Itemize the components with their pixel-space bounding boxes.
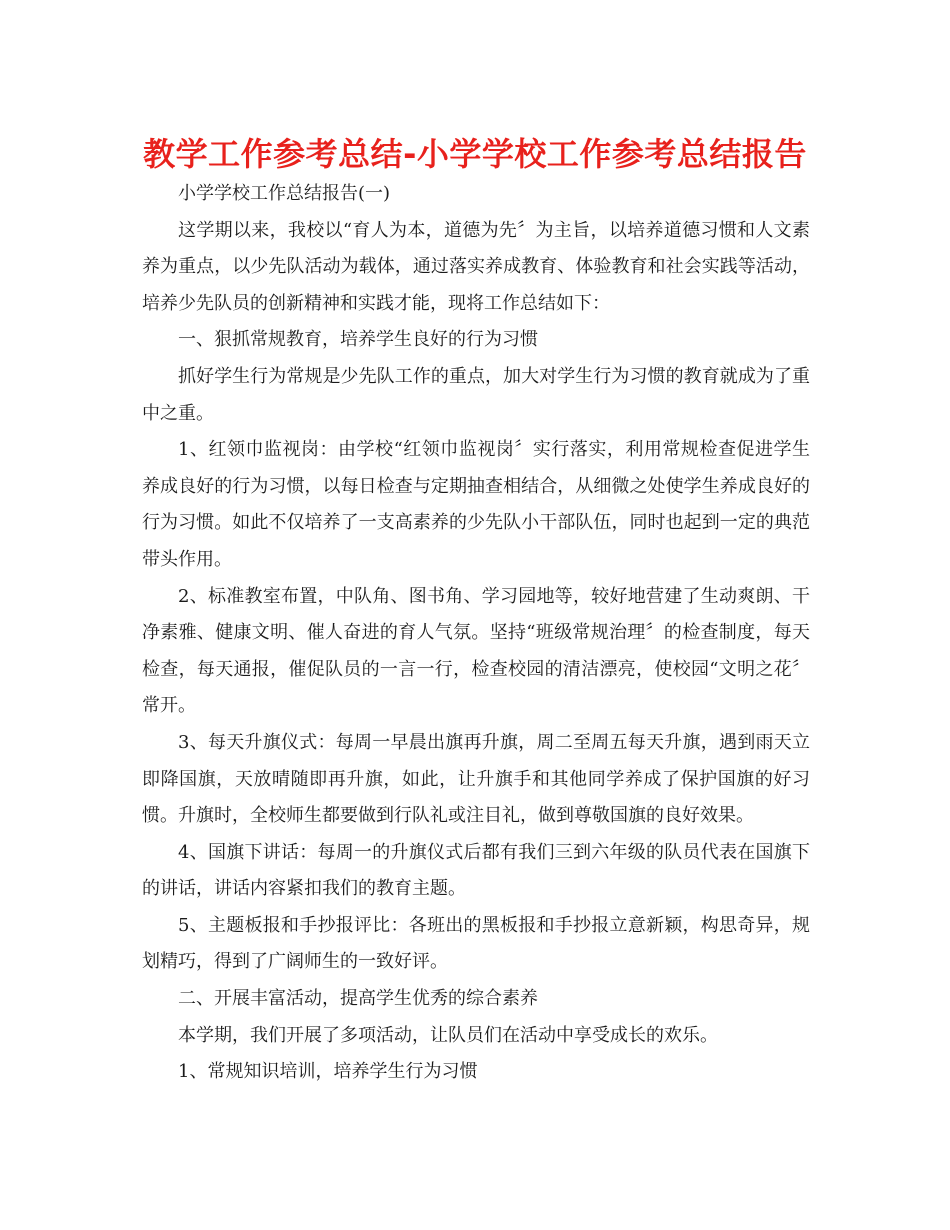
list-item-routine-training: 1、常规知识培训，培养学生行为习惯 (178, 1061, 478, 1083)
section-heading-2: 二、开展丰富活动，提高学生优秀的综合素养 (178, 988, 538, 1010)
document-body (142, 176, 810, 1091)
list-item-board-newspaper: 5、主题板报和手抄报评比：各班出的黑板报和手抄报立意新颖，构思奇异，规划精巧，得到了广阔师生的一致好评。 (142, 914, 810, 973)
document-title: 教学工作参考总结-小学学校工作参考总结报告 (143, 135, 807, 173)
list-item-classroom-layout: 2、标准教室布置，中队角、图书角、学习园地等，较好地营建了生动爽朗、干净素雅、健康文明、催人奋进的育人气氛。坚持“班级常规治理〞的检查制度，每天检查，每天通报，催促队员的一言一行，检查校园的清洁漂亮，使校园“文明之花〞常开。 (142, 585, 810, 717)
paragraph-activities: 本学期，我们开展了多项活动，让队员们在活动中享受成长的欢乐。 (178, 1024, 718, 1046)
list-item-flag-speech: 4、国旗下讲话：每周一的升旗仪式后都有我们三到六年级的队员代表在国旗下的讲话，讲话内容紧扣我们的教育主题。 (142, 841, 810, 900)
paragraph-routine-focus: 抓好学生行为常规是少先队工作的重点，加大对学生行为习惯的教育就成为了重中之重。 (142, 365, 810, 424)
list-item-flag-ceremony: 3、每天升旗仪式：每周一早晨出旗再升旗，周二至周五每天升旗，遇到雨天立即降国旗，天放晴随即再升旗，如此，让升旗手和其他同学养成了保护国旗的好习惯。升旗时，全校师生都要做到行队礼或注目礼，做到尊敬国旗的良好效果。 (142, 731, 810, 827)
subheading-report-one: 小学学校工作总结报告(一) (178, 183, 391, 204)
section-heading-1: 一、狠抓常规教育，培养学生良好的行为习惯 (178, 329, 538, 351)
paragraph-intro: 这学期以来，我校以“育人为本，道德为先〞为主旨，以培养道德习惯和人文素养为重点，以少先队活动为载体，通过落实养成教育、体验教育和社会实践等活动，培养少先队员的创新精神和实践才能，现将工作总结如下： (142, 219, 810, 314)
list-item-red-scarf-post: 1、红领巾监视岗：由学校“红领巾监视岗〞实行落实，利用常规检查促进学生养成良好的行为习惯，以每日检查与定期抽查相结合，从细微之处使学生养成良好的行为习惯。如此不仅培养了一支高素养的少先队小干部队伍，同时也起到一定的典范带头作用。 (142, 439, 810, 570)
